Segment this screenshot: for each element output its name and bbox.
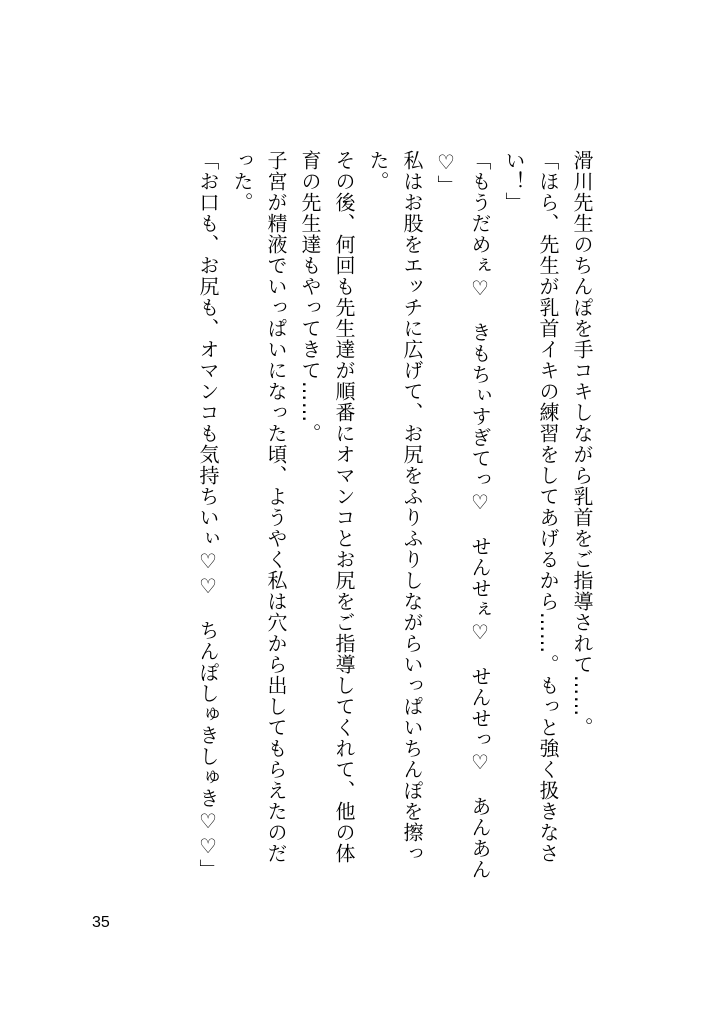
page-number: 35 bbox=[92, 914, 110, 931]
paragraph: 「お口も、お尻も、オマンコも気持ちいぃ♡♡ ちんぽしゅきしゅき♡♡」 bbox=[196, 150, 220, 880]
paragraph: 「ほら、先生が乳首イキの練習をしてあげるから……。もっと強く扱きなさい！」 bbox=[502, 150, 560, 864]
paragraph: 私はお股をエッチに広げて、お尻をふりふりしながらいっぱいちんぽを擦った。 bbox=[366, 150, 424, 864]
vertical-text-body bbox=[191, 150, 599, 880]
paragraph: 子宮が精液でいっぱいになった頃、ようやく私は穴から出してもらえたのだった。 bbox=[230, 150, 288, 864]
paragraph: 「もうだめぇ♡ きもちぃすぎてっ♡ せんせぇ♡ せんせっ♡ あんあん♡」 bbox=[434, 150, 492, 880]
paragraph: 滑川先生のちんぽを手コキしながら乳首をご指導されて……。 bbox=[570, 150, 594, 738]
paragraph: その後、何回も先生達が順番にオマンコとお尻をご指導してくれて、他の体育の先生達もやってきて……。 bbox=[298, 150, 356, 864]
